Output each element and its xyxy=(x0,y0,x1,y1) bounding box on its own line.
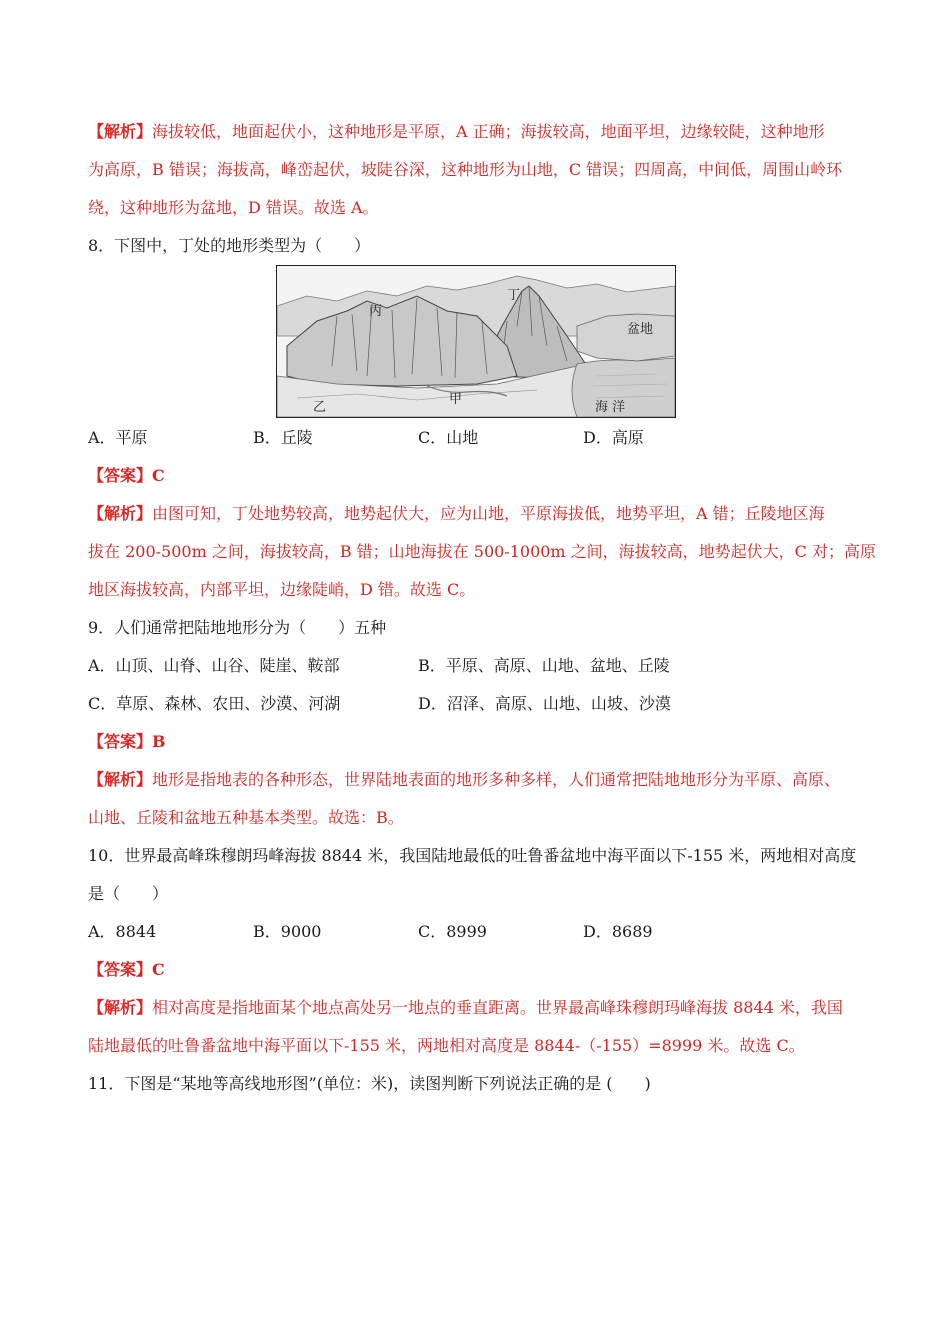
analysis-tag: 【解析】 xyxy=(88,770,153,789)
q9-option-b: B．平原、高原、山地、盆地、丘陵 xyxy=(418,656,670,675)
q8-analysis-line-3: 地区海拔较高，内部平坦，边缘陡峭，D 错。故选 C。 xyxy=(88,580,476,599)
q10-question-line-1: 10．世界最高峰珠穆朗玛峰海拔 8844 米，我国陆地最低的吐鲁番盆地中海平面以下-155 米，两地相对高度 xyxy=(88,846,857,865)
q11-question: 11．下图是“某地等高线地形图”(单位：米)，读图判断下列说法正确的是 ( ) xyxy=(88,1074,651,1093)
q9-question: 9．人们通常把陆地地形分为（ ）五种 xyxy=(88,618,387,637)
q10-question-line-2: 是（ ） xyxy=(88,884,169,903)
q9-option-a: A．山顶、山脊、山谷、陡崖、鞍部 xyxy=(88,656,340,675)
q10-option-b: B．9000 xyxy=(253,922,322,941)
q8-answer: 【答案】C xyxy=(88,466,165,485)
q8-question: 8．下图中，丁处的地形类型为（ ） xyxy=(88,236,371,255)
q8-option-c: C．山地 xyxy=(418,428,479,447)
q9-analysis-line-2: 山地、丘陵和盆地五种基本类型。故选：B。 xyxy=(88,808,404,827)
label-bing: 丙 xyxy=(369,304,383,319)
q9-analysis-line-1: 【解析】地形是指地表的各种形态，世界陆地表面的地形多种多样，人们通常把陆地地形分为平原、高原、 xyxy=(88,770,841,789)
q8-analysis-line-1: 【解析】由图可知，丁处地势较高，地势起伏大，应为山地，平原海拔低，地势平坦，A 错；丘陵地区海 xyxy=(88,504,825,523)
q10-option-c: C．8999 xyxy=(418,922,487,941)
q10-analysis-line-1: 【解析】相对高度是指地面某个地点高处另一地点的垂直距离。世界最高峰珠穆朗玛峰海拔 8844 米，我国 xyxy=(88,998,843,1017)
label-jia: 甲 xyxy=(449,392,463,407)
q7-analysis-line-1: 【解析】海拔较低，地面起伏小，这种地形是平原，A 正确；海拔较高，地面平坦，边缘较陡，这种地形 xyxy=(88,122,825,141)
analysis-tag: 【解析】 xyxy=(88,998,153,1017)
q10-analysis-line-2: 陆地最低的吐鲁番盆地中海平面以下-155 米，两地相对高度是 8844-（-155）=8999 米。故选 C。 xyxy=(88,1036,805,1055)
q8-option-d: D．高原 xyxy=(583,428,644,447)
q10-option-a: A．8844 xyxy=(88,922,157,941)
q9-answer: 【答案】B xyxy=(88,732,166,751)
label-yi: 乙 xyxy=(313,400,327,415)
landform-illustration xyxy=(276,265,676,418)
q8-option-b: B．丘陵 xyxy=(253,428,313,447)
q10-answer: 【答案】C xyxy=(88,960,165,979)
q8-analysis-line-2: 拔在 200-500m 之间，海拔较高，B 错；山地海拔在 500-1000m 之间，海拔较高，地势起伏大，C 对；高原 xyxy=(88,542,877,561)
q9-option-c: C．草原、森林、农田、沙漠、河湖 xyxy=(88,694,341,713)
q10-option-d: D．8689 xyxy=(583,922,653,941)
q8-option-a: A．平原 xyxy=(88,428,148,447)
analysis-tag: 【解析】 xyxy=(88,122,153,141)
q9-option-d: D．沼泽、高原、山地、山坡、沙漠 xyxy=(418,694,671,713)
analysis-tag: 【解析】 xyxy=(88,504,153,523)
q7-analysis-line-3: 绕，这种地形为盆地，D 错误。故选 A。 xyxy=(88,198,379,217)
label-basin: 盆地 xyxy=(627,322,654,337)
label-ding: 丁 xyxy=(507,288,521,303)
q7-analysis-line-2: 为高原，B 错误；海拔高，峰峦起伏，坡陡谷深，这种地形为山地，C 错误；四周高，中间低，周围山岭环 xyxy=(88,160,843,179)
landscape-sketch xyxy=(277,266,675,417)
label-ocean: 海 洋 xyxy=(595,400,626,415)
